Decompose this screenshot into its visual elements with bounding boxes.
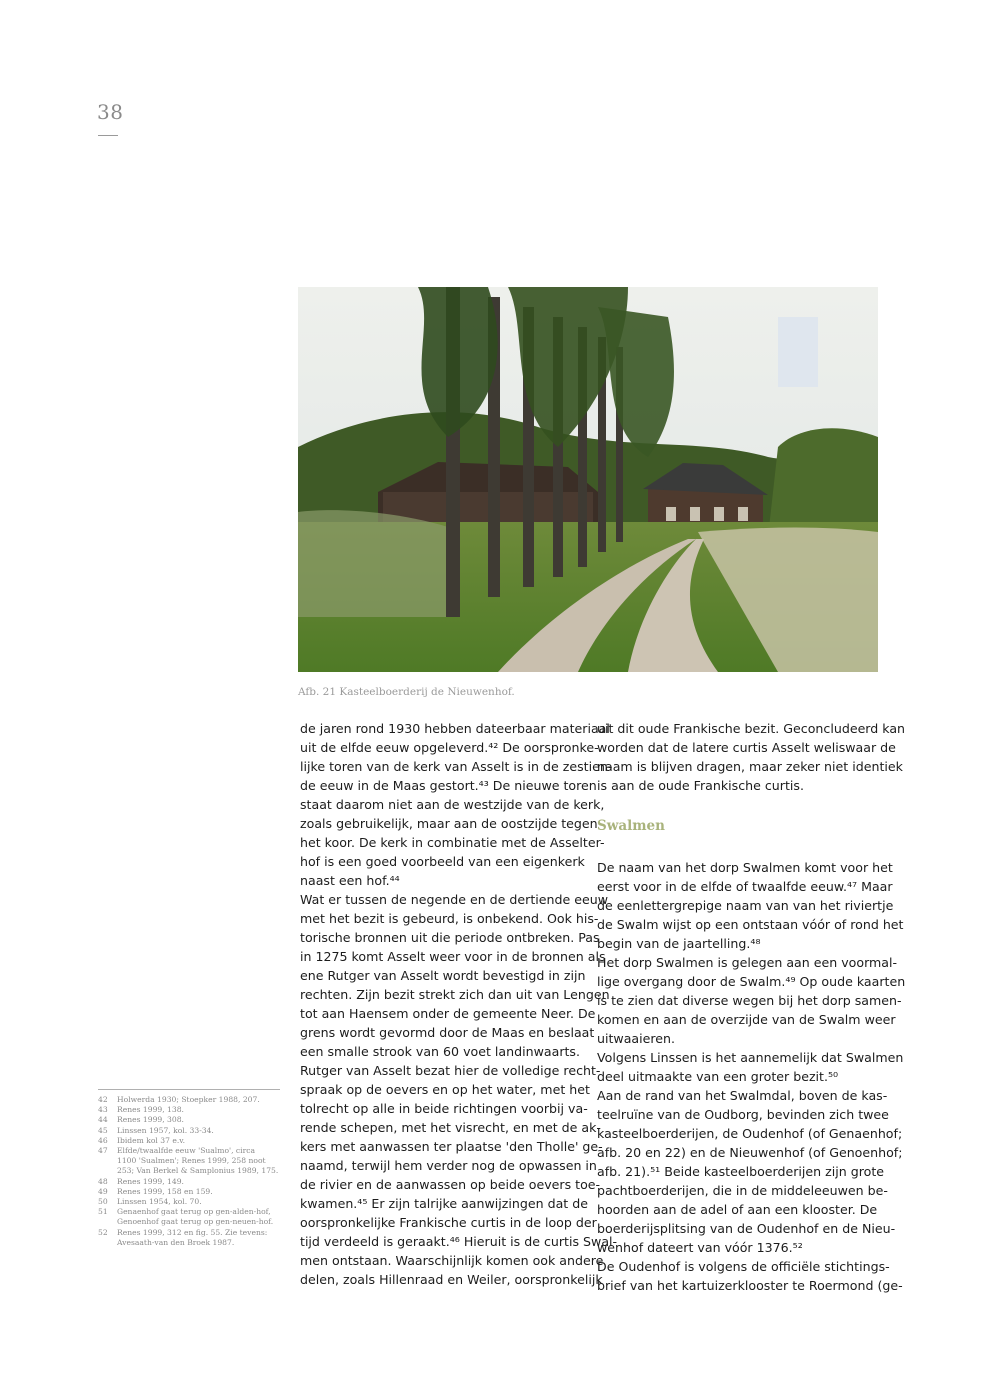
body-line: lige overgang door de Swalm.⁴⁹ Op oude kaarten (597, 974, 906, 989)
footnote-text: 1100 'Sualmen'; Renes 1999, 258 noot (117, 1156, 266, 1166)
footnote-number: 42 (98, 1095, 108, 1104)
body-line: spraak op de oevers en op het water, met het (300, 1082, 590, 1097)
body-line: tot aan Haensem onder de gemeente Neer. De (300, 1006, 596, 1021)
body-line: uitwaaieren. (597, 1031, 676, 1046)
body-line: het koor. De kerk in combinatie met de Asselter- (300, 835, 605, 850)
body-line: Aan de rand van het Swalmdal, boven de kas- (597, 1088, 888, 1103)
body-line: lijke toren van de kerk van Asselt is in de zestien- (300, 759, 613, 774)
footnote-continuation (98, 1238, 283, 1248)
footnote (98, 1187, 283, 1197)
page-number: 38 (97, 100, 124, 124)
footnote-text: Ibidem kol 37 e.v. (117, 1135, 186, 1145)
body-line: kwamen.⁴⁵ Er zijn talrijke aanwijzingen dat de (300, 1196, 588, 1211)
footnote-text: Renes 1999, 138. (117, 1105, 184, 1115)
body-line: wenhof dateert van vóór 1376.⁵² (597, 1240, 803, 1255)
footnote (98, 1115, 283, 1125)
body-line: is te zien dat diverse wegen bij het dorp samen- (597, 993, 902, 1008)
body-line: rende schepen, met het visrecht, en met de ak- (300, 1120, 601, 1135)
footnote-continuation (98, 1217, 283, 1227)
footnote-number: 50 (98, 1197, 108, 1207)
page-number-rule (98, 135, 118, 136)
footnote (98, 1146, 283, 1156)
body-line: torische bronnen uit die periode ontbreken. Pas (300, 930, 600, 945)
body-line: komen en aan de overzijde van de Swalm weer (597, 1012, 896, 1027)
body-line: afb. 21).⁵¹ Beide kasteelboerderijen zijn grote (597, 1164, 885, 1179)
footnote-text: Holwerda 1930; Stoepker 1988, 207. (117, 1095, 260, 1104)
body-line: de Swalm wijst op een ontstaan vóór of rond het (597, 917, 904, 932)
body-line: staat daarom niet aan de westzijde van de kerk, (300, 797, 605, 812)
body-line: tolrecht op alle in beide richtingen voorbij va- (300, 1101, 588, 1116)
footnote-text: Genaenhof gaat terug op gen-alden-hof, (117, 1207, 271, 1217)
body-line: worden dat de latere curtis Asselt weliswaar de (597, 740, 896, 755)
body-line: kers met aanwassen ter plaatse 'den Tholle' ge- (300, 1139, 603, 1154)
body-line: tijd verdeeld is geraakt.⁴⁶ Hieruit is de curtis Swal- (300, 1234, 618, 1249)
body-line: oorspronkelijke Frankische curtis in de loop der (300, 1215, 597, 1230)
body-line: afb. 20 en 22) en de Nieuwenhof (of Genoenhof; (597, 1145, 903, 1160)
body-line: de rivier en de aanwassen op beide oevers toe- (300, 1177, 601, 1192)
body-line: begin van de jaartelling.⁴⁸ (597, 936, 761, 951)
body-line: Het dorp Swalmen is gelegen aan een voormal- (597, 955, 898, 970)
footnote-text: Renes 1999, 158 en 159. (117, 1186, 213, 1196)
footnote (98, 1126, 283, 1136)
body-line: De Oudenhof is volgens de officiële stichtings- (597, 1259, 890, 1274)
footnotes (98, 1095, 283, 1248)
figure-caption: Afb. 21 Kasteelboerderij de Nieuwenhof. (298, 686, 515, 698)
footnote-continuation (98, 1166, 283, 1176)
footnote-text: Renes 1999, 308. (117, 1115, 184, 1125)
footnote (98, 1177, 283, 1187)
body-line: grens wordt gevormd door de Maas en beslaat (300, 1025, 595, 1040)
body-line: de eenlettergrepige naam van van het riviertje (597, 898, 894, 913)
body-line: ene Rutger van Asselt wordt bevestigd in zijn (300, 968, 586, 983)
body-column-1 (300, 719, 618, 1289)
footnote-text: 253; Van Berkel & Samplonius 1989, 175. (117, 1166, 279, 1176)
body-line: boerderijsplitsing van de Oudenhof en de Nieu- (597, 1221, 896, 1236)
body-line: met het bezit is gebeurd, is onbekend. Ook his- (300, 911, 599, 926)
body-line: rechten. Zijn bezit strekt zich dan uit van Lengen (300, 987, 610, 1002)
footnote (98, 1136, 283, 1146)
footnote-text: Linssen 1954, kol. 70. (117, 1197, 202, 1207)
farmhouse-photo (298, 287, 878, 672)
footnote-number: 44 (98, 1115, 108, 1125)
body-line: kasteelboerderijen, de Oudenhof (of Genaenhof; (597, 1126, 903, 1141)
footnote-text: Avesaath-van den Broek 1987. (117, 1237, 235, 1247)
footnote-text: Linssen 1957, kol. 33-34. (117, 1125, 214, 1135)
photo-bright-patch (778, 317, 818, 387)
footnote-number: 45 (98, 1125, 108, 1135)
body-line: naamd, terwijl hem verder nog de opwassen in (300, 1158, 597, 1173)
body-line: hoorden aan de adel of aan een klooster. De (597, 1202, 878, 1217)
body-line: in 1275 komt Asselt weer voor in de bronnen als (300, 949, 606, 964)
body-line: brief van het kartuizerklooster te Roermond (ge- (597, 1278, 903, 1293)
footnote-number: 52 (98, 1227, 108, 1237)
footnote-number: 51 (98, 1207, 108, 1217)
body-line: Volgens Linssen is het aannemelijk dat Swalmen (597, 1050, 904, 1065)
footnote-number: 49 (98, 1186, 108, 1196)
footnote-text: Renes 1999, 149. (117, 1176, 184, 1186)
footnote-text: Genoenhof gaat terug op gen-neuen-hof. (117, 1217, 274, 1227)
footnote (98, 1197, 283, 1207)
body-line: naast een hof.⁴⁴ (300, 873, 400, 888)
body-line: de jaren rond 1930 hebben dateerbaar materiaal (300, 721, 610, 736)
body-column-2 (597, 719, 906, 1295)
footnote (98, 1207, 283, 1217)
body-line: zoals gebruikelijk, maar aan de oostzijde tegen (300, 816, 598, 831)
body-line: is aan de oude Frankische curtis. (597, 778, 804, 793)
body-line: De naam van het dorp Swalmen komt voor het (597, 860, 893, 875)
body-line: naam is blijven dragen, maar zeker niet identiek (597, 759, 903, 774)
body-line: de eeuw in de Maas gestort.⁴³ De nieuwe toren (300, 778, 597, 793)
body-line: een smalle strook van 60 voet landinwaarts. (300, 1044, 581, 1059)
footnote-number: 46 (98, 1135, 108, 1145)
footnote-text: Elfde/twaalfde eeuw 'Sualmo', circa (117, 1146, 256, 1156)
footnote-number: 47 (98, 1146, 108, 1156)
section-heading: Swalmen (597, 818, 665, 834)
footnote-continuation (98, 1156, 283, 1166)
footnote (98, 1105, 283, 1115)
tall-grass-left (298, 510, 448, 617)
body-line: Rutger van Asselt bezat hier de volledige recht- (300, 1063, 601, 1078)
footnote-text: Renes 1999, 312 en fig. 55. Zie tevens: (117, 1227, 268, 1237)
body-line: pachtboerderijen, die in de middeleeuwen be- (597, 1183, 888, 1198)
body-line: men ontstaan. Waarschijnlijk komen ook andere (300, 1253, 604, 1268)
footnote-number: 43 (98, 1105, 108, 1115)
body-line: deel uitmaakte van een groter bezit.⁵⁰ (597, 1069, 839, 1084)
body-line: uit dit oude Frankische bezit. Geconcludeerd kan (597, 721, 906, 736)
footnote-number: 48 (98, 1176, 108, 1186)
footnote (98, 1095, 283, 1105)
body-line: Wat er tussen de negende en de dertiende eeuw (300, 892, 609, 907)
tree-right (768, 428, 878, 537)
body-line: delen, zoals Hillenraad en Weiler, oorspronkelijk (300, 1272, 603, 1287)
footnote (98, 1228, 283, 1238)
body-line: eerst voor in de elfde of twaalfde eeuw.⁴⁷ Maar (597, 879, 893, 894)
body-line: uit de elfde eeuw opgeleverd.⁴² De oorspronke- (300, 740, 599, 755)
body-line: hof is een goed voorbeeld van een eigenkerk (300, 854, 585, 869)
body-line: teelruïne van de Oudborg, bevinden zich twee (597, 1107, 889, 1122)
footnote-rule (98, 1089, 280, 1090)
